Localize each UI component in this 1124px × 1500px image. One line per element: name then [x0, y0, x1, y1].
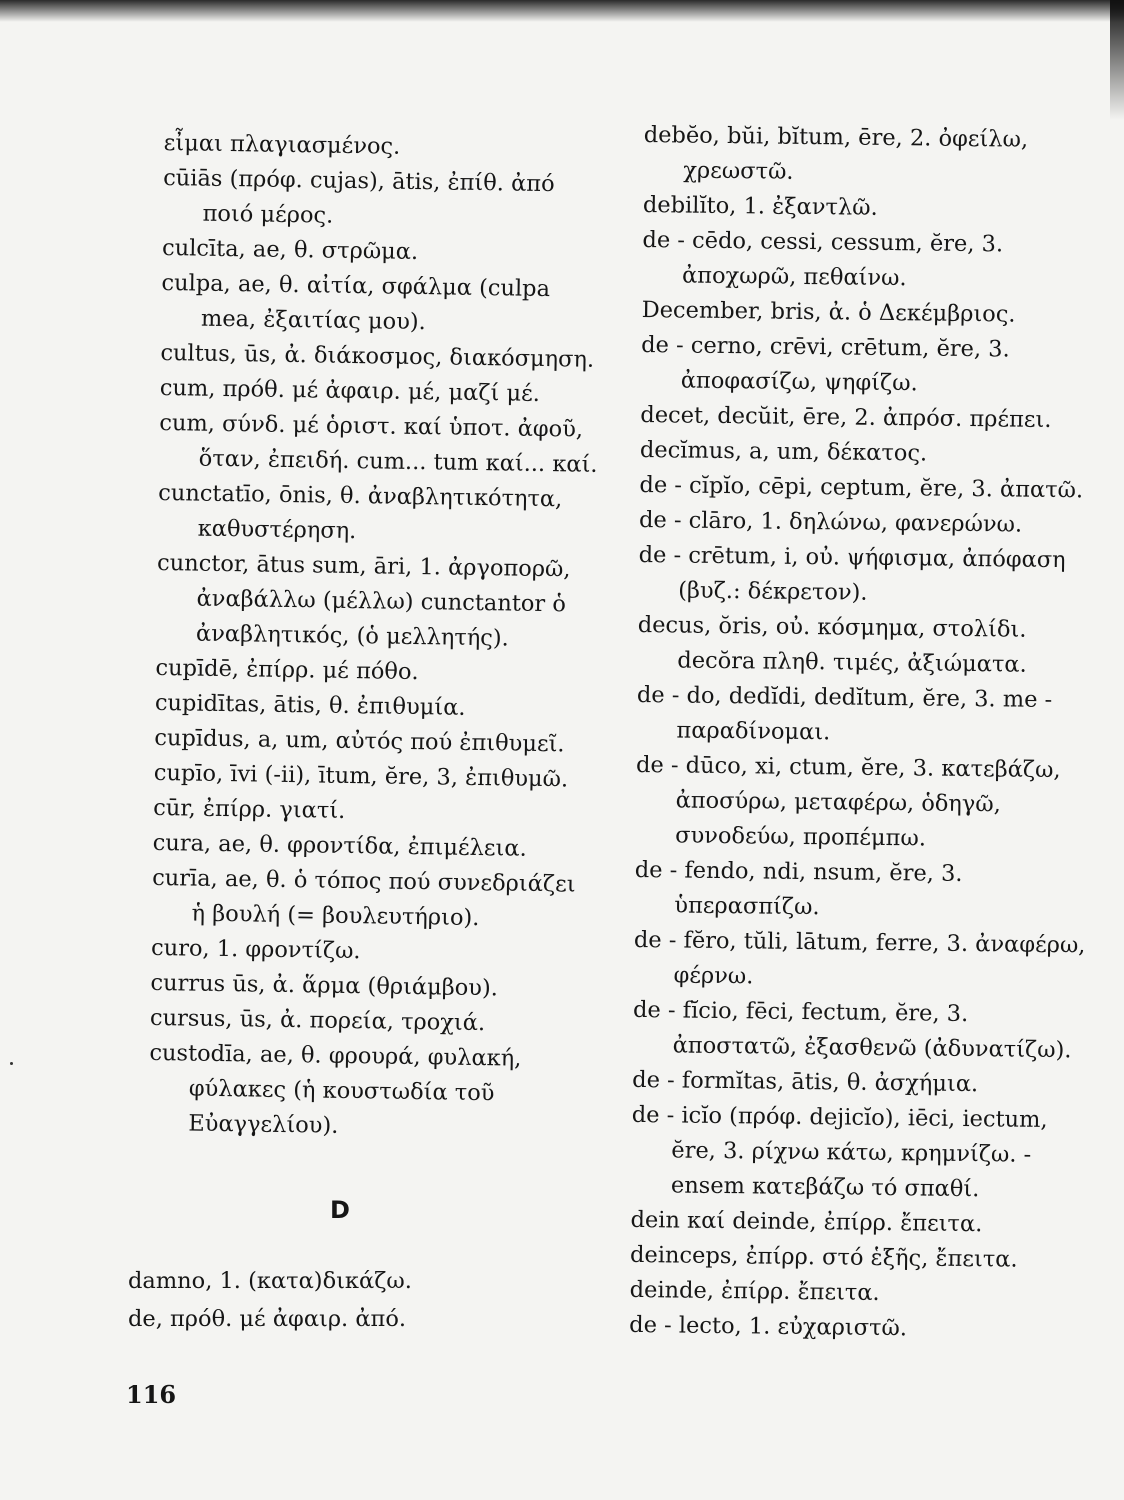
dictionary-entry: cūiās (πρόφ. cujas), ātis, ἐπίθ. ἀπό ποιό μέρος. — [162, 164, 555, 229]
dictionary-entry: de - fĭcio, fēci, fectum, ĕre, 3. ἀποστατῶ, ἐξασθενῶ (ἀδυνατίζω). — [632, 996, 1072, 1064]
dictionary-entry: cum, σύνδ. μέ ὁριστ. καί ὑποτ. ἀφοῦ, ὅταν, ἐπειδή. cum... tum καί... καί. — [159, 409, 598, 478]
left-column — [148, 126, 604, 1148]
print-speck — [10, 1062, 13, 1065]
right-column — [629, 118, 1104, 1349]
dictionary-entry: decet, decŭit, ēre, 2. ἀπρόσ. πρέπει. — [640, 401, 1052, 433]
dictionary-entry: cupidītas, ātis, θ. ἐπιθυμία. — [154, 689, 466, 721]
dictionary-entry: cūr, ἐπίρρ. γιατί. — [153, 794, 346, 824]
dictionary-entry: de - dūco, xi, ctum, ĕre, 3. κατεβάζω, ἀποσύρω, μεταφέρω, ὁδηγῶ, συνοδεύω, προπέμπω. — [635, 751, 1061, 852]
dictionary-entry: deinde, ἐπίρρ. ἔπειτα. — [629, 1276, 880, 1306]
dictionary-entry: decus, ŏris, οὐ. κόσμημα, στολίδι. decŏra πληθ. τιμές, ἀξιώματα. — [637, 611, 1027, 678]
dictionary-entry: cum, πρόθ. μέ ἀφαιρ. μέ, μαζί μέ. — [159, 374, 541, 407]
dictionary-entry: de - crētum, i, οὐ. ψήφισμα, ἀπόφαση (βυζ.: δέκρετον). — [638, 541, 1066, 606]
dictionary-entry: curīa, ae, θ. ὁ τόπος πού συνεδριάζει ἡ βουλή (= βουλευτήριο). — [151, 864, 576, 932]
dictionary-entry: cura, ae, θ. φροντίδα, ἐπιμέλεια. — [152, 829, 527, 862]
dictionary-entry: cunctatīo, ōnis, θ. ἀναβλητικότητα, καθυστέρηση. — [158, 479, 563, 545]
dictionary-entry: εἶμαι πλαγιασμένος. — [163, 129, 401, 160]
bottom-left-entries — [128, 1262, 412, 1338]
dictionary-entry: debĕo, bŭi, bĭtum, ēre, 2. ὀφείλω, χρεωστῶ. — [643, 121, 1029, 185]
dictionary-entry: currus ūs, ἀ. ἅρμα (θριάμβου). — [150, 969, 499, 1002]
page-number: 116 — [126, 1380, 177, 1409]
dictionary-entry: de - cēdo, cessi, cessum, ĕre, 3. ἀποχωρῶ, πεθαίνω. — [642, 226, 1004, 292]
dictionary-entry: damno, 1. (κατα)δικάζω. — [128, 1268, 412, 1294]
dictionary-entry: culcīta, ae, θ. στρῶμα. — [161, 234, 419, 266]
dictionary-entry: de - fendo, ndi, nsum, ĕre, 3. ὑπερασπίζω. — [634, 856, 963, 921]
scan-shadow-top — [0, 0, 1124, 22]
dictionary-entry: cupīdē, ἐπίρρ. μέ πόθο. — [155, 654, 419, 686]
dictionary-entry: cursus, ūs, ἀ. πορεία, τροχιά. — [149, 1004, 486, 1037]
dictionary-entry: de - lecto, 1. εὐχαριστῶ. — [629, 1311, 908, 1342]
dictionary-entry: debilĭto, 1. ἐξαντλῶ. — [642, 191, 878, 221]
dictionary-entry: culpa, ae, θ. αἰτία, σφάλμα (culpa mea, ἐξαιτίας μου). — [161, 269, 551, 336]
dictionary-entry: curo, 1. φροντίζω. — [150, 934, 361, 965]
dictionary-entry: de - formĭtas, ātis, θ. ἀσχήμια. — [632, 1066, 979, 1098]
dictionary-entry: de - icĭo (πρόφ. dejicĭo), iēci, iectum, ĕre, 3. ρίχνω κάτω, κρημνίζω. -ensem κατεβάζω τό σπαθί. — [631, 1101, 1048, 1203]
dictionary-entry: deinceps, ἐπίρρ. στό ἑξῆς, ἔπειτα. — [629, 1241, 1018, 1273]
dictionary-entry: de - fĕro, tŭli, lātum, ferre, 3. ἀναφέρω, φέρνω. — [633, 926, 1086, 990]
dictionary-entry: cultus, ūs, ἀ. διάκοσμος, διακόσμηση. — [160, 339, 595, 373]
dictionary-entry: December, bris, ἀ. ὁ Δεκέμβριος. — [641, 296, 1016, 328]
dictionary-entry: custodīa, ae, θ. φρουρά, φυλακή, φύλακες (ἡ κουστωδία τοῦ Εὐαγγελίου). — [149, 1039, 522, 1139]
dictionary-entry: de - cerno, crēvi, crētum, ĕre, 3. ἀποφασίζω, ψηφίζω. — [641, 331, 1010, 397]
dictionary-entry: cupīdus, a, um, αὐτός πού ἐπιθυμεῖ. — [154, 724, 565, 758]
dictionary-entry: cunctor, ātus sum, āri, 1. ἀργοπορῶ, ἀναβάλλω (μέλλω) cunctantor ὁ ἀναβλητικός, (ὁ μελλητής). — [156, 549, 571, 652]
dictionary-entry: de - clāro, 1. δηλώνω, φανερώνω. — [638, 506, 1023, 538]
dictionary-entry: de - cĭpĭo, cēpi, ceptum, ĕre, 3. ἀπατῶ. — [639, 471, 1084, 504]
section-letter: D — [330, 1196, 350, 1224]
dictionary-entry: de, πρόθ. μέ ἀφαιρ. ἀπό. — [128, 1306, 407, 1332]
dictionary-entry: dein καί deinde, ἐπίρρ. ἔπειτα. — [630, 1206, 983, 1238]
scan-shadow-right — [1110, 0, 1124, 120]
dictionary-entry: cupīo, īvi (-ii), ītum, ĕre, 3, ἐπιθυμῶ. — [153, 759, 569, 793]
dictionary-entry: de - do, dedĭdi, dedĭtum, ĕre, 3. me - παραδίνομαι. — [636, 681, 1053, 746]
dictionary-entry: decĭmus, a, um, δέκατος. — [639, 436, 928, 467]
